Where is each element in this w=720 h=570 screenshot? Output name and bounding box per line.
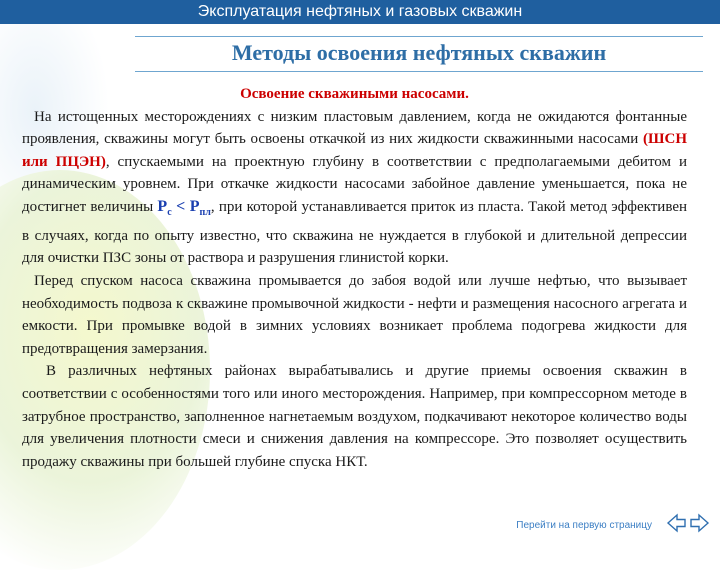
formula-p-layer: Р: [189, 197, 200, 215]
pump-types: (ШСН или ПЦЭН): [22, 131, 687, 170]
paragraph-1-text-c: , при которой устанавливается приток из пласта. Такой метод эффективен в случаях, когда по опыту известно, что скважина не нуждается в глубокой и длительной депрессии для очистки ПЗС зоны от раствора и разрушения глинистой корки.: [22, 198, 688, 267]
navigation-arrows: [666, 512, 710, 534]
course-title-bar: Эксплуатация нефтяных и газовых скважин: [0, 0, 720, 24]
forward-arrow-icon[interactable]: [691, 515, 708, 531]
paragraph-1-text-b: , спускаемыми на проектную глубину в соответствии с предполагаемыми дебитом и динамическим уровнем. При откачке жидкости насосами забойное давление уменьшается, пока не достигнет величины: [22, 153, 688, 215]
paragraph-3-text: В различных нефтяных районах вырабатывались и другие приемы освоения скважин в соответствии с особенностями того или иного месторождения. Например, при компрессорном методе в затрубное пространство, заполненное нагнетаемым воздухом, подкачивают некоторое количество воды для увеличения плотности смеси и снижения давления на компрессоре. Это позволяет осуществить продажу скважины при большей глубине спуска НКТ.: [22, 363, 687, 470]
pressure-formula: [157, 197, 211, 219]
first-page-link[interactable]: Перейти на первую страницу: [516, 520, 652, 531]
section-subtitle: Освоение скважиными насосами.: [240, 86, 469, 102]
paragraph-1: [22, 106, 687, 270]
paragraph-2: [22, 270, 687, 360]
formula-sub-pl: пл: [199, 207, 211, 219]
title-rule-bottom: [135, 71, 703, 72]
formula-less-than: <: [171, 197, 190, 215]
paragraph-2-text: Перед спуском насоса скважина промывается до забоя водой или лучше нефтью, что вызывает необходимость подвоза к скважине промывочной жидкости - нефти и размещения насосного агрегата и емкости. При промывке водой в зимних условиях возникает проблема подогрева жидкости для предотвращения замерзания.: [22, 272, 687, 357]
slide-body: [22, 83, 687, 473]
formula-p-bottom: Р: [157, 197, 168, 215]
back-arrow-icon[interactable]: [668, 515, 685, 531]
title-rule-top: [135, 36, 703, 37]
paragraph-3: [22, 360, 687, 473]
paragraph-1-text-a: На истощенных месторождениях с низким пластовым давлением, когда не ожидаются фонтанные проявления, скважины могут быть освоены откачкой из них жидкости скважинными насосами: [22, 108, 687, 148]
formula-sub-c: с: [167, 207, 172, 219]
slide-title: Методы освоения нефтяных скважин: [231, 40, 607, 65]
